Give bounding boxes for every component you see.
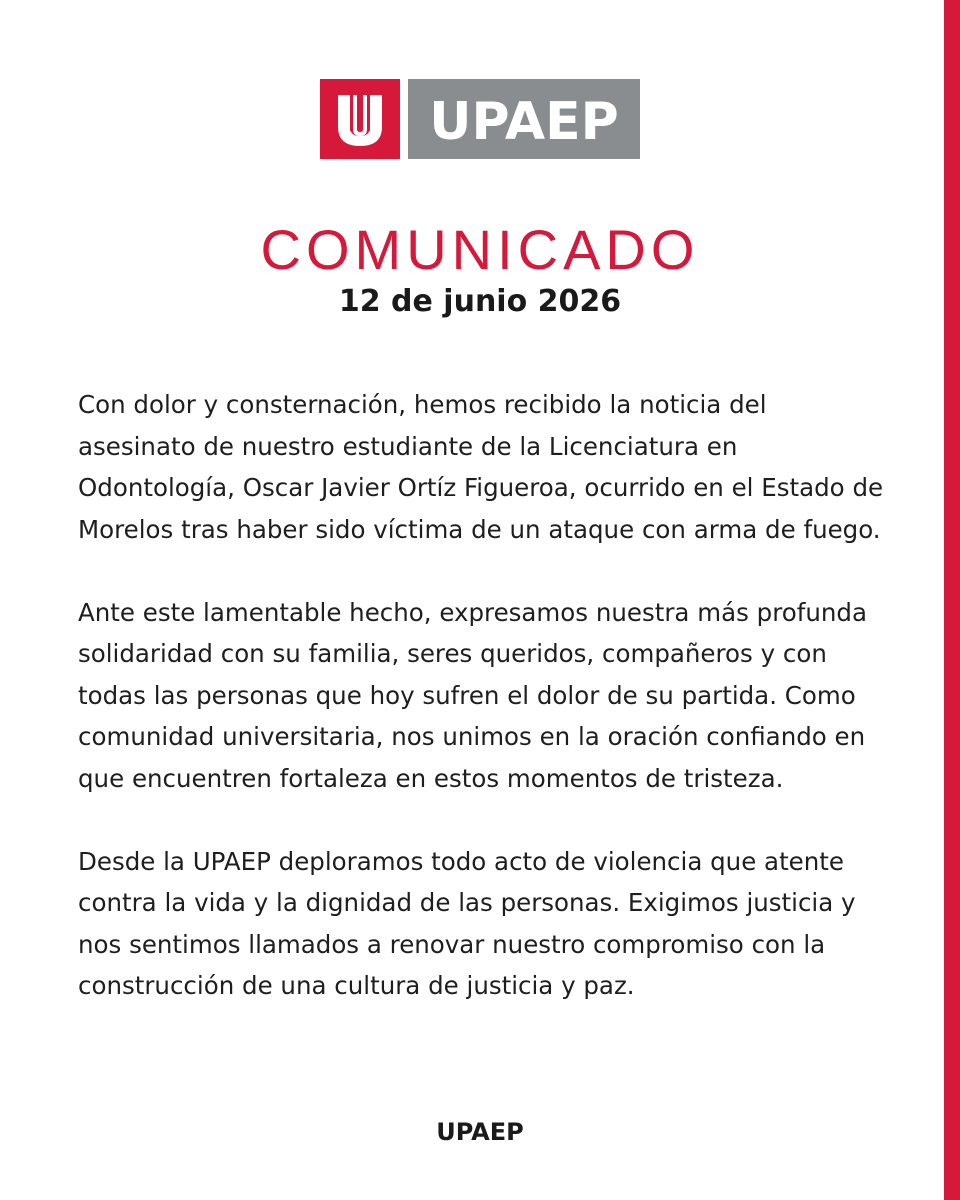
statement-body bbox=[78, 384, 898, 1007]
paragraph-3 bbox=[78, 841, 898, 1007]
paragraph-line: construcción de una cultura de justicia y paz. bbox=[78, 971, 635, 1000]
paragraph-line: nos sentimos llamados a renovar nuestro compromiso con la bbox=[78, 929, 826, 959]
paragraph-1 bbox=[78, 384, 898, 550]
paragraph-2 bbox=[78, 592, 898, 800]
side-accent-bar bbox=[944, 0, 960, 1200]
paragraph-line: Con dolor y consternación, hemos recibido la noticia del bbox=[78, 390, 767, 419]
paragraph-line: todas las personas que hoy sufren el dolor de su partida. Como bbox=[78, 680, 856, 710]
paragraph-line: Morelos tras haber sido víctima de un ataque con arma de fuego. bbox=[78, 514, 881, 544]
upaep-logo bbox=[320, 79, 640, 159]
logo-wordmark: UPAEP bbox=[429, 92, 619, 152]
paragraph-line: solidaridad con su familia, seres queridos, compañeros y con bbox=[78, 639, 827, 668]
paragraph-line: Desde la UPAEP deploramos todo acto de violencia que atente bbox=[78, 846, 844, 876]
release-date: 12 de junio 2026 bbox=[338, 284, 622, 319]
logo-red-block bbox=[320, 79, 400, 159]
paragraph-line: que encuentren fortaleza en estos momentos de tristeza. bbox=[78, 763, 784, 793]
paragraph-line: Ante este lamentable hecho, expresamos nuestra más profunda bbox=[78, 597, 867, 627]
page-title: COMUNICADO bbox=[260, 218, 700, 281]
paragraph-line: asesinato de nuestro estudiante de la Licenciatura en bbox=[78, 431, 738, 461]
footer-signature: UPAEP bbox=[436, 1118, 524, 1146]
upaep-logo-graphic bbox=[320, 79, 640, 159]
paragraph-line: Odontología, Oscar Javier Ortíz Figueroa, ocurrido en el Estado de bbox=[78, 473, 884, 502]
paragraph-line: comunidad universitaria, nos unimos en la oración confiando en bbox=[78, 722, 866, 751]
paragraph-line: contra la vida y la dignidad de las personas. Exigimos justicia y bbox=[78, 888, 856, 917]
